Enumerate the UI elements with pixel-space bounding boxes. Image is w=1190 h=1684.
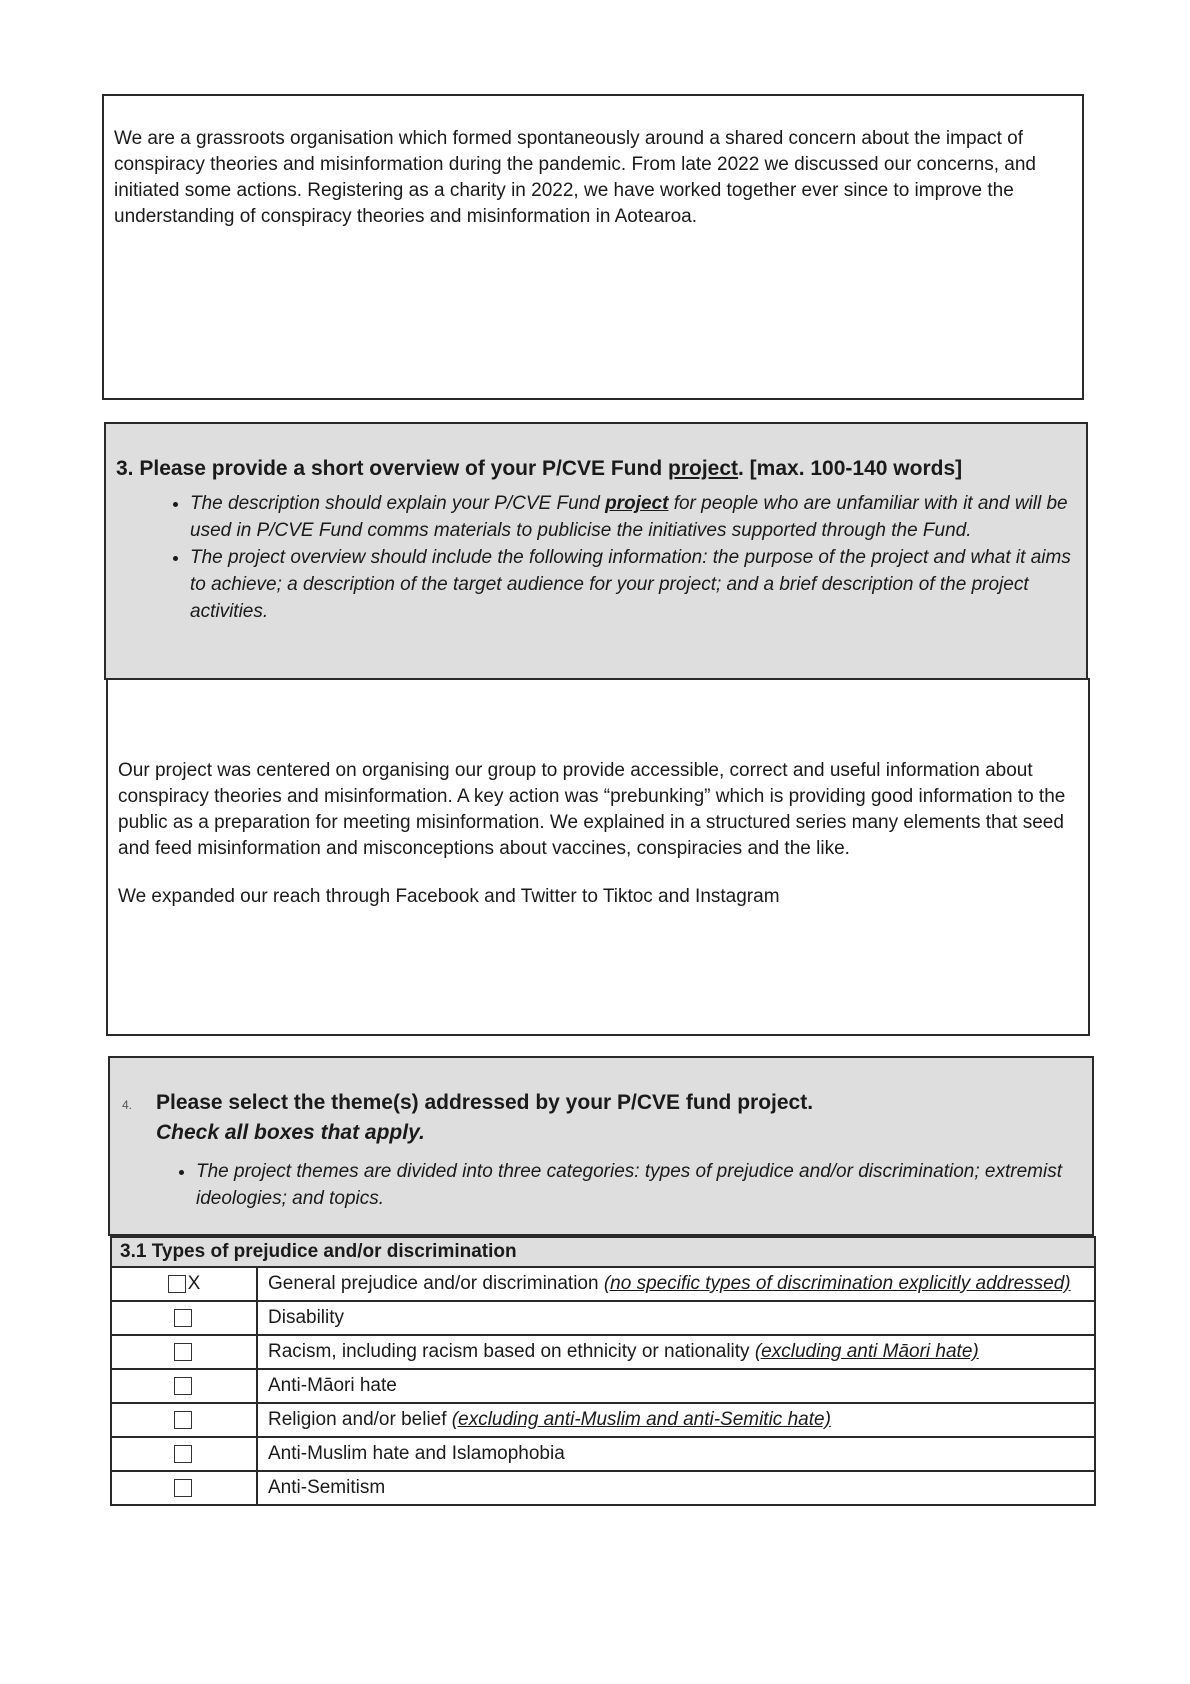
guidance-emphasis: project bbox=[605, 493, 669, 514]
theme-checkbox[interactable] bbox=[174, 1445, 192, 1463]
theme-label-cell bbox=[257, 1335, 1095, 1369]
table-header: 3.1 Types of prejudice and/or discrimination bbox=[111, 1237, 1095, 1267]
table-row bbox=[111, 1267, 1095, 1301]
answer-paragraph-2: We expanded our reach through Facebook and Twitter to Tiktoc and Instagram bbox=[118, 886, 780, 907]
table-body bbox=[111, 1267, 1095, 1505]
checkbox-cell bbox=[111, 1369, 257, 1403]
question-4-instruction: Check all boxes that apply. bbox=[156, 1121, 425, 1144]
checkbox-cell bbox=[111, 1437, 257, 1471]
question-4-number: 4. bbox=[122, 1098, 133, 1112]
theme-label-cell bbox=[257, 1403, 1095, 1437]
theme-note: (excluding anti Māori hate) bbox=[754, 1341, 979, 1363]
question-3-guidance-item: • The project overview should include the following information: the purpose of the project and what it aims to achieve; a description of the target audience for your project; and a brief description of the project activities. bbox=[190, 544, 1074, 625]
table-row bbox=[111, 1369, 1095, 1403]
theme-label: Anti-Semitism bbox=[268, 1477, 386, 1499]
question-3-number: 3. bbox=[116, 457, 134, 480]
question-4-guidance-list bbox=[122, 1158, 1080, 1212]
guidance-text-end: for people who are unfamiliar with it and will be used in P/CVE Fund comms materials to publicise the initiatives supported through the Fund. bbox=[190, 493, 1068, 541]
theme-checkbox[interactable] bbox=[168, 1275, 186, 1293]
question-3-title-link: project bbox=[668, 457, 739, 480]
theme-label: Anti-Muslim hate and Islamophobia bbox=[268, 1443, 565, 1465]
theme-checkbox[interactable] bbox=[174, 1479, 192, 1497]
theme-note: (no specific types of discrimination explicitly addressed) bbox=[603, 1273, 1071, 1294]
theme-label-cell bbox=[257, 1267, 1095, 1301]
table-row bbox=[111, 1335, 1095, 1369]
question-3-title-end: . [max. 100-140 words] bbox=[738, 457, 963, 480]
table-header-row bbox=[111, 1237, 1095, 1267]
question-4-guidance-item: • The project themes are divided into three categories: types of prejudice and/or discrimination; extremist ideologies; and topics. bbox=[196, 1158, 1080, 1212]
theme-label-cell bbox=[257, 1369, 1095, 1403]
theme-label: General prejudice and/or discrimination bbox=[268, 1273, 604, 1294]
organisation-description-text: We are a grassroots organisation which formed spontaneously around a shared concern about the impact of conspiracy theories and misinformation during the pandemic. From late 2022 we discussed our concerns, and initiated some actions. Registering as a charity in 2022, we have worked together ever since to improve the understanding of conspiracy theories and misinformation in Aotearoa. bbox=[114, 128, 1036, 227]
theme-checkbox[interactable] bbox=[174, 1411, 192, 1429]
table-row bbox=[111, 1403, 1095, 1437]
prejudice-types-table bbox=[110, 1236, 1096, 1506]
question-3-box bbox=[104, 422, 1088, 680]
checkbox-cell bbox=[111, 1267, 257, 1301]
check-mark: X bbox=[187, 1273, 201, 1294]
checkbox-cell bbox=[111, 1301, 257, 1335]
theme-label-cell bbox=[257, 1437, 1095, 1471]
theme-note: (excluding anti-Muslim and anti-Semitic hate) bbox=[451, 1409, 831, 1431]
question-3-guidance-item bbox=[190, 490, 1074, 544]
question-3-guidance-list bbox=[116, 490, 1074, 625]
question-3-title bbox=[116, 454, 1074, 484]
theme-label: Racism, including racism based on ethnicity or nationality bbox=[268, 1341, 755, 1363]
theme-checkbox[interactable] bbox=[174, 1377, 192, 1395]
theme-checkbox[interactable] bbox=[174, 1343, 192, 1361]
checkbox-cell bbox=[111, 1403, 257, 1437]
guidance-text: The description should explain your P/CVE Fund bbox=[190, 493, 606, 514]
question-4-title: Please select the theme(s) addressed by your P/CVE fund project. bbox=[156, 1091, 814, 1114]
answer-paragraph-1: Our project was centered on organising our group to provide accessible, correct and useful information about conspiracy theories and misinformation. A key action was “prebunking” which is providing good information to the public as a preparation for meeting misinformation. We explained in a structured series many elements that seed and feed misinformation and misconceptions about vaccines, conspiracies and the like. bbox=[118, 760, 1066, 859]
theme-checkbox[interactable] bbox=[174, 1309, 192, 1327]
theme-label: Disability bbox=[268, 1307, 345, 1329]
checkbox-cell bbox=[111, 1335, 257, 1369]
theme-label-cell bbox=[257, 1471, 1095, 1505]
table-row bbox=[111, 1437, 1095, 1471]
question-4-box bbox=[108, 1056, 1094, 1236]
theme-label: Anti-Māori hate bbox=[268, 1375, 397, 1397]
table-row bbox=[111, 1301, 1095, 1335]
theme-label: Religion and/or belief bbox=[268, 1409, 452, 1431]
checkbox-cell bbox=[111, 1471, 257, 1505]
theme-label-cell bbox=[257, 1301, 1095, 1335]
question-3-answer-box bbox=[106, 678, 1090, 1036]
question-3-title-text: Please provide a short overview of your P/CVE Fund bbox=[139, 457, 668, 480]
organisation-description-box bbox=[102, 94, 1084, 400]
table-row bbox=[111, 1471, 1095, 1505]
